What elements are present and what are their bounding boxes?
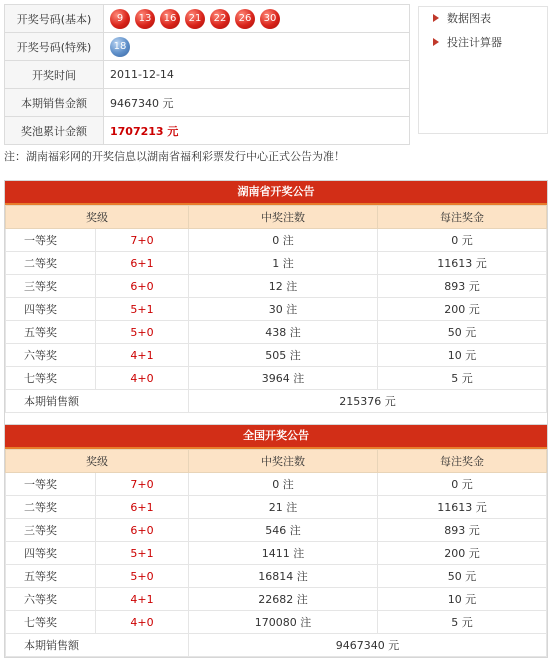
col-header-prize: 每注奖金 bbox=[378, 206, 547, 229]
col-header-level: 奖级 bbox=[6, 206, 189, 229]
hunan-prize-table bbox=[5, 205, 547, 413]
blue-ball: 18 bbox=[110, 37, 130, 57]
table-header-row bbox=[6, 206, 547, 229]
bet-calculator-link[interactable]: 投注计算器 bbox=[433, 33, 547, 51]
table-row: 五等奖 5+0 16814 注 50 元 bbox=[6, 565, 547, 588]
table-header-row bbox=[6, 450, 547, 473]
national-announcement bbox=[4, 424, 548, 658]
basic-number-balls bbox=[110, 9, 409, 29]
draw-date: 2011-12-14 bbox=[104, 61, 410, 89]
draw-info-table bbox=[4, 4, 410, 145]
info-row-special-number bbox=[5, 33, 410, 61]
table-row: 六等奖 4+1 22682 注 10 元 bbox=[6, 588, 547, 611]
red-ball: 9 bbox=[110, 9, 130, 29]
info-row-sales bbox=[5, 89, 410, 117]
info-row-draw-date bbox=[5, 61, 410, 89]
col-header-prize: 每注奖金 bbox=[378, 450, 547, 473]
sales-row bbox=[6, 634, 547, 657]
table-row: 六等奖 4+1 505 注 10 元 bbox=[6, 344, 547, 367]
hunan-announcement bbox=[4, 180, 548, 432]
sales-label: 本期销售额 bbox=[6, 634, 189, 657]
red-ball: 30 bbox=[260, 9, 280, 29]
info-label: 奖池累计金额 bbox=[5, 117, 104, 145]
info-label: 开奖时间 bbox=[5, 61, 104, 89]
sales-label: 本期销售额 bbox=[6, 390, 189, 413]
arrow-right-icon bbox=[433, 38, 439, 46]
table-row: 一等奖 7+0 0 注 0 元 bbox=[6, 229, 547, 252]
sales-amount: 9467340 元 bbox=[104, 89, 410, 117]
national-prize-table bbox=[5, 449, 547, 657]
info-label: 开奖号码(基本) bbox=[5, 5, 104, 33]
table-row: 四等奖 5+1 30 注 200 元 bbox=[6, 298, 547, 321]
col-header-count: 中奖注数 bbox=[189, 450, 378, 473]
red-ball: 16 bbox=[160, 9, 180, 29]
info-row-jackpot bbox=[5, 117, 410, 145]
quick-links-panel bbox=[418, 6, 548, 134]
table-row: 七等奖 4+0 3964 注 5 元 bbox=[6, 367, 547, 390]
table-row: 二等奖 6+1 21 注 11613 元 bbox=[6, 496, 547, 519]
table-row: 七等奖 4+0 170080 注 5 元 bbox=[6, 611, 547, 634]
table-row: 二等奖 6+1 1 注 11613 元 bbox=[6, 252, 547, 275]
sales-value: 215376 元 bbox=[189, 390, 547, 413]
info-label: 开奖号码(特殊) bbox=[5, 33, 104, 61]
red-ball: 13 bbox=[135, 9, 155, 29]
table-row: 三等奖 6+0 546 注 893 元 bbox=[6, 519, 547, 542]
table-row: 三等奖 6+0 12 注 893 元 bbox=[6, 275, 547, 298]
col-header-count: 中奖注数 bbox=[189, 206, 378, 229]
national-title: 全国开奖公告 bbox=[5, 425, 547, 449]
disclaimer-note: 注：湖南福彩网的开奖信息以湖南省福利彩票发行中心正式公告为准！ bbox=[4, 150, 345, 163]
info-label: 本期销售金额 bbox=[5, 89, 104, 117]
arrow-right-icon bbox=[433, 14, 439, 22]
data-chart-link[interactable]: 数据图表 bbox=[433, 9, 547, 27]
red-ball: 21 bbox=[185, 9, 205, 29]
sales-value: 9467340 元 bbox=[189, 634, 547, 657]
red-ball: 22 bbox=[210, 9, 230, 29]
table-row: 一等奖 7+0 0 注 0 元 bbox=[6, 473, 547, 496]
table-row: 四等奖 5+1 1411 注 200 元 bbox=[6, 542, 547, 565]
jackpot-amount: 1707213 元 bbox=[104, 117, 410, 145]
red-ball: 26 bbox=[235, 9, 255, 29]
info-row-basic-numbers bbox=[5, 5, 410, 33]
sales-row bbox=[6, 390, 547, 413]
table-row: 五等奖 5+0 438 注 50 元 bbox=[6, 321, 547, 344]
col-header-level: 奖级 bbox=[6, 450, 189, 473]
hunan-title: 湖南省开奖公告 bbox=[5, 181, 547, 205]
